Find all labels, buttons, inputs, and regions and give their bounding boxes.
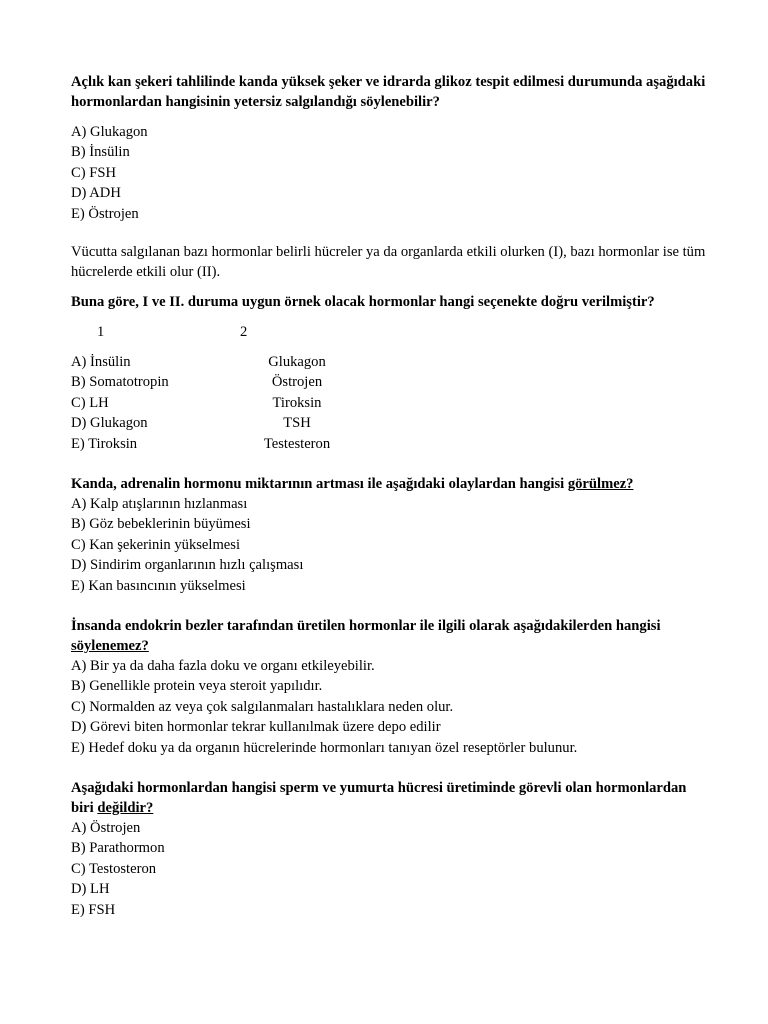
- question-1-option-a: A) Glukagon: [71, 124, 148, 140]
- question-3-options: [71, 494, 711, 596]
- question-4-emphasis: söylenemez?: [71, 638, 149, 655]
- question-5-option-b: B) Parathormon: [71, 840, 165, 857]
- question-1-option-d: D) ADH: [71, 185, 121, 202]
- question-2-option-d: [71, 413, 711, 433]
- question-3-option-a: A) Kalp atışlarının hızlanması: [71, 495, 248, 512]
- question-2-option-b: [71, 372, 711, 392]
- question-4-options: [71, 656, 711, 758]
- question-4-option-e: E) Hedef doku ya da organın hücrelerinde hormonları tanıyan özel reseptörler bulunur.: [71, 739, 578, 756]
- question-5-options: [71, 818, 711, 920]
- question-5-option-d: D) LH: [71, 881, 110, 898]
- question-3-option-e: E) Kan basıncının yükselmesi: [71, 577, 246, 594]
- option-col2: Testesteron: [263, 435, 331, 452]
- question-5-stem: Aşağıdaki hormonlardan hangisi sperm ve yumurta hücresi üretiminde görevli olan hormonlardan biri: [71, 780, 687, 817]
- question-1-option-b: B) İnsülin: [71, 144, 130, 161]
- question-2-table-header: [71, 322, 711, 342]
- option-col2: Tiroksin: [272, 394, 322, 411]
- question-5-option-c: C) Testosteron: [71, 860, 157, 877]
- question-2-option-e: [71, 434, 711, 454]
- question-4-option-c: C) Normalden az veya çok salgılanmaları hastalıklara neden olur.: [71, 698, 454, 715]
- option-col2: Östrojen: [271, 374, 323, 391]
- question-2-option-a: [71, 352, 711, 372]
- column-2-header: 2: [240, 324, 248, 341]
- question-2-text: Buna göre, I ve II. duruma uygun örnek olacak hormonlar hangi seçenekte doğru verilmiştir?: [71, 294, 655, 311]
- question-3-option-d: D) Sindirim organlarının hızlı çalışması: [71, 557, 304, 574]
- question-2-options: [71, 352, 711, 454]
- question-5-emphasis: değildir?: [97, 800, 154, 817]
- question-1-option-c: C) FSH: [71, 164, 117, 181]
- question-3-option-b: B) Göz bebeklerinin büyümesi: [71, 516, 251, 533]
- question-4-option-d: D) Görevi biten hormonlar tekrar kullanılmak üzere depo edilir: [71, 719, 441, 736]
- question-3-stem: Kanda, adrenalin hormonu miktarının artması ile aşağıdaki olaylardan hangisi: [71, 475, 568, 492]
- document-page: [71, 72, 711, 920]
- option-col1: B) Somatotropin: [71, 374, 169, 391]
- question-1-text: Açlık kan şekeri tahlilinde kanda yüksek şeker ve idrarda glikoz tespit edilmesi durumunda aşağıdaki hormonlardan hangisinin yetersiz salgılandığı söylenebilir?: [71, 74, 706, 110]
- option-col1: D) Glukagon: [71, 415, 148, 432]
- question-3-emphasis: görülmez?: [567, 475, 634, 492]
- question-3-option-c: C) Kan şekerinin yükselmesi: [71, 536, 241, 553]
- question-3-text: [71, 474, 711, 494]
- column-1-header: 1: [97, 324, 105, 341]
- question-2-intro: Vücutta salgılanan bazı hormonlar belirli hücreler ya da organlarda etkili olurken (I), bazı hormonlar ise tüm hücrelerde etkili olur (II).: [71, 244, 706, 281]
- option-col1: C) LH: [71, 394, 109, 411]
- question-1-option-e: E) Östrojen: [71, 205, 139, 222]
- question-5-option-a: A) Östrojen: [71, 820, 141, 837]
- question-4-option-a: A) Bir ya da daha fazla doku ve organı etkileyebilir.: [71, 658, 375, 675]
- question-1-options: [71, 122, 711, 224]
- question-2-option-c: [71, 393, 711, 413]
- option-col2: TSH: [283, 415, 311, 432]
- question-5-text: [71, 778, 711, 818]
- option-col2: Glukagon: [268, 354, 326, 371]
- question-4-stem: İnsanda endokrin bezler tarafından üretilen hormonlar ile ilgili olarak aşağıdakilerden hangisi: [71, 618, 661, 635]
- option-col1: A) İnsülin: [71, 354, 131, 371]
- question-4-text: [71, 616, 711, 656]
- question-4-option-b: B) Genellikle protein veya steroit yapılıdır.: [71, 678, 323, 695]
- option-col1: E) Tiroksin: [71, 435, 138, 452]
- question-5-option-e: E) FSH: [71, 901, 116, 918]
